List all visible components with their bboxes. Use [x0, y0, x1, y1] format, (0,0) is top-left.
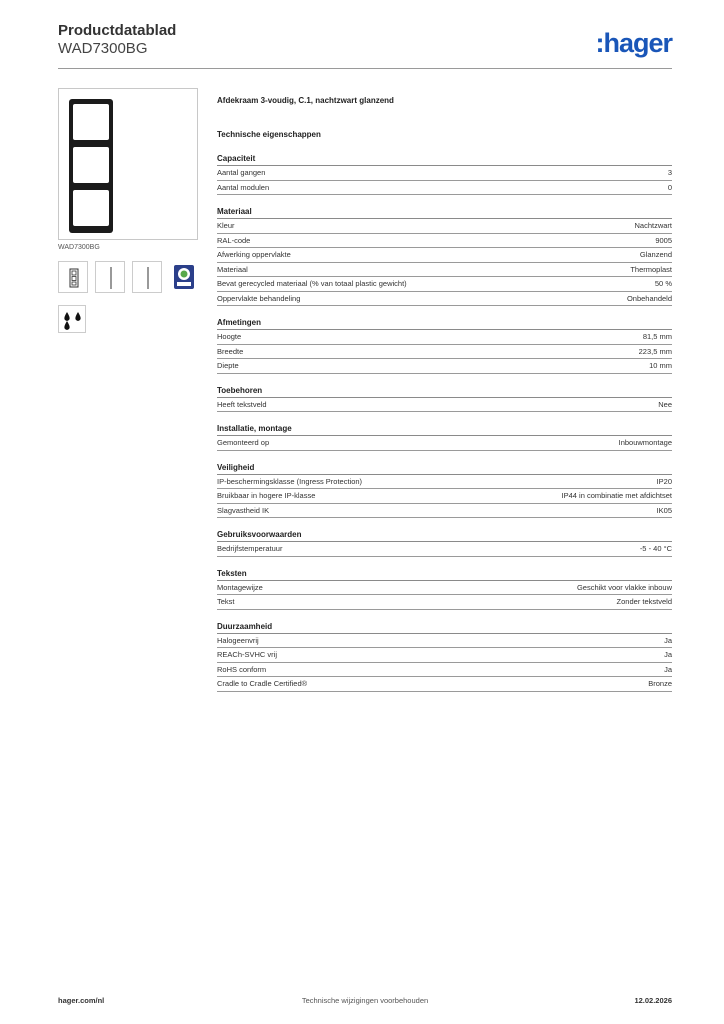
spec-label: Cradle to Cradle Certified®: [217, 679, 308, 689]
spec-row: [217, 219, 672, 234]
spec-row: [217, 234, 672, 249]
spec-value: -5 - 40 °C: [639, 544, 672, 554]
spec-value: 0: [667, 182, 672, 192]
spec-group-title: Teksten: [217, 569, 672, 581]
page-title: Productdatablad: [58, 22, 177, 39]
spec-group-title: Installatie, montage: [217, 424, 672, 436]
spec-group: [217, 622, 672, 692]
single-line-icon: [132, 261, 162, 293]
spec-group: [217, 424, 672, 451]
spec-label: Tekst: [217, 597, 235, 607]
spec-row: [217, 475, 672, 490]
header-divider: [58, 68, 672, 69]
spec-value: Ja: [664, 650, 672, 660]
footer-date: 12.02.2026: [634, 996, 672, 1005]
spec-row: [217, 359, 672, 374]
spec-row: [217, 292, 672, 307]
spec-value: IP44 in combinatie met afdichtset: [561, 491, 672, 501]
feature-icons: [58, 261, 198, 295]
spec-value: Zonder tekstveld: [616, 597, 672, 607]
product-code: WAD7300BG: [58, 40, 148, 57]
spec-value: IP20: [656, 476, 672, 486]
spec-group-title: Duurzaamheid: [217, 622, 672, 634]
page-footer: [58, 996, 672, 1008]
spec-label: RAL-code: [217, 235, 251, 245]
spec-value: Ja: [664, 635, 672, 645]
spec-value: Onbehandeld: [626, 293, 672, 303]
spec-row: [217, 677, 672, 692]
spec-label: Bedrijfstemperatuur: [217, 544, 283, 554]
single-line-icon: [95, 261, 125, 293]
spec-value: 50 %: [654, 279, 672, 289]
spec-value: 10 mm: [649, 361, 672, 371]
spec-label: Oppervlakte behandeling: [217, 293, 301, 303]
spec-value: Glanzend: [639, 250, 672, 260]
spec-value: Thermoplast: [630, 264, 672, 274]
spec-value: Nachtzwart: [634, 221, 672, 231]
page-header: [58, 20, 672, 70]
spec-value: Nee: [658, 399, 672, 409]
hager-logo: :hager: [595, 28, 672, 58]
spec-label: Bruikbaar in hogere IP-klasse: [217, 491, 316, 501]
spec-row: [217, 648, 672, 663]
spec-value: Geschikt voor vlakke inbouw: [576, 582, 672, 592]
spec-group-title: Veiligheid: [217, 463, 672, 475]
product-name: Afdekraam 3-voudig, C.1, nachtzwart glanzend: [217, 96, 394, 105]
spec-row: [217, 248, 672, 263]
spec-row: [217, 634, 672, 649]
spec-value: 223,5 mm: [638, 346, 672, 356]
spec-value: Ja: [664, 664, 672, 674]
spec-row: [217, 581, 672, 596]
spec-value: 9005: [655, 235, 672, 245]
footer-disclaimer: Technische wijzigingen voorbehouden: [301, 996, 429, 1005]
spec-row: [217, 663, 672, 678]
spec-label: Materiaal: [217, 264, 248, 274]
spec-label: Afwerking oppervlakte: [217, 250, 291, 260]
spec-group-title: Toebehoren: [217, 386, 672, 398]
spec-row: [217, 166, 672, 181]
spec-group: [217, 463, 672, 519]
spec-groups: [217, 154, 672, 692]
spec-label: Aantal gangen: [217, 168, 266, 178]
spec-value: IK05: [656, 505, 672, 515]
spec-label: Halogeenvrij: [217, 635, 259, 645]
spec-value: Inbouwmontage: [618, 438, 672, 448]
spec-group: [217, 318, 672, 374]
spec-row: [217, 345, 672, 360]
spec-row: [217, 181, 672, 196]
spec-group-title: Capaciteit: [217, 154, 672, 166]
spec-value: 3: [667, 168, 672, 178]
spec-row: [217, 489, 672, 504]
spec-row: [217, 542, 672, 557]
spec-group-title: Gebruiksvoorwaarden: [217, 530, 672, 542]
spec-group-title: Materiaal: [217, 207, 672, 219]
spec-row: [217, 398, 672, 413]
technical-specs: [217, 96, 672, 692]
spec-group: [217, 154, 672, 195]
spec-group: [217, 207, 672, 306]
spec-group: [217, 569, 672, 610]
spec-label: Slagvastheid IK: [217, 505, 270, 515]
spec-group-title: Afmetingen: [217, 318, 672, 330]
switch-diagram-icon: [58, 261, 88, 293]
frame-image: [59, 89, 199, 241]
spec-row: [217, 595, 672, 610]
spec-label: IP-beschermingsklasse (Ingress Protection): [217, 476, 363, 486]
product-image: [58, 88, 198, 240]
cradle-certified-badge-icon: [169, 261, 199, 293]
spec-label: Gemonteerd op: [217, 438, 270, 448]
spec-label: Heeft tekstveld: [217, 399, 267, 409]
spec-label: REACh-SVHC vrij: [217, 650, 278, 660]
spec-label: RoHS conform: [217, 664, 267, 674]
spec-label: Bevat gerecycled materiaal (% van totaal plastic gewicht): [217, 279, 407, 289]
section-heading: Technische eigenschappen: [217, 130, 321, 139]
product-image-caption: WAD7300BG: [58, 244, 100, 251]
water-drops-icon: [58, 305, 86, 333]
spec-label: Aantal modulen: [217, 182, 270, 192]
spec-row: [217, 504, 672, 519]
spec-label: Hoogte: [217, 332, 242, 342]
footer-website: hager.com/nl: [58, 996, 105, 1005]
spec-group: [217, 530, 672, 557]
spec-label: Breedte: [217, 346, 244, 356]
spec-label: Montagewijze: [217, 582, 263, 592]
spec-group: [217, 386, 672, 413]
spec-row: [217, 436, 672, 451]
spec-label: Diepte: [217, 361, 239, 371]
spec-label: Kleur: [217, 221, 235, 231]
spec-row: [217, 277, 672, 292]
spec-value: Bronze: [648, 679, 672, 689]
spec-row: [217, 330, 672, 345]
spec-row: [217, 263, 672, 278]
spec-value: 81,5 mm: [642, 332, 672, 342]
